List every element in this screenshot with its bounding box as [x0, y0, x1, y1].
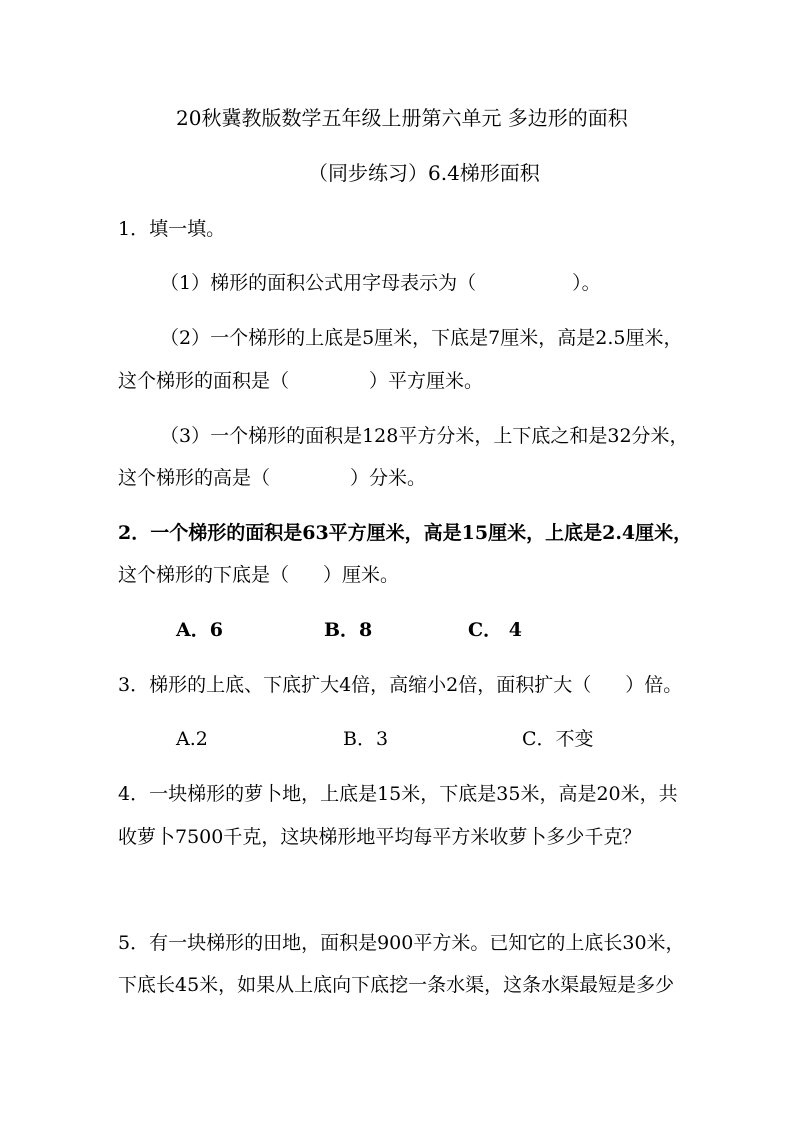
q3-option-c: C．不变 — [522, 728, 594, 750]
q1-part3-line1: （3）一个梯形的面积是128平方分米，上下底之和是32分米， — [160, 425, 689, 447]
q4-line2: 收萝卜7500千克，这块梯形地平均每平方米收萝卜多少千克？ — [118, 826, 642, 848]
q1-part2-text: 这个梯形的面积是（ — [118, 370, 290, 392]
q3-end: ）倍。 — [625, 674, 683, 696]
q1-part1-end: ）。 — [572, 272, 601, 294]
q1-part3-end: ）分米。 — [350, 467, 427, 489]
q1-part1 — [160, 271, 601, 295]
q3-text: 3．梯形的上底、下底扩大4倍，高缩小2倍，面积扩大（ — [118, 674, 592, 696]
q1-part2-line2 — [118, 369, 483, 393]
q3-option-a: A.2 — [176, 728, 208, 750]
q1-part2-end: ）平方厘米。 — [369, 370, 484, 392]
q2-line1: 2．一个梯形的面积是63平方厘米，高是15厘米，上底是2.4厘米， — [118, 522, 693, 544]
q5-line2: 下底长45米，如果从上底向下底挖一条水渠，这条水渠最短是多少 — [118, 974, 675, 996]
q1-part1-text: （1）梯形的面积公式用字母表示为（ — [160, 272, 477, 294]
q2-end: ）厘米。 — [323, 564, 400, 586]
q2-option-a: A．6 — [176, 619, 223, 641]
q3-option-b: B．3 — [343, 728, 389, 750]
title-line-2: （同步练习）6.4梯形面积 — [308, 161, 540, 185]
title-line-1: 20秋冀教版数学五年级上册第六单元 多边形的面积 — [176, 106, 628, 130]
q2-option-b: B．8 — [324, 619, 373, 641]
q1-part3-line2 — [118, 466, 426, 490]
q1-part2-line1: （2）一个梯形的上底是5厘米，下底是7厘米，高是2.5厘米， — [160, 327, 683, 349]
q2-line2 — [118, 563, 399, 587]
q5-line1: 5．有一块梯形的田地，面积是900平方米。已知它的上底长30米， — [118, 932, 685, 954]
q4-line1: 4．一块梯形的萝卜地，上底是15米，下底是35米，高是20米，共 — [118, 783, 678, 805]
q3-line1 — [118, 673, 682, 697]
q2-option-c: C． 4 — [468, 619, 522, 641]
q1-heading: 1．填一填。 — [118, 218, 226, 240]
q2-text: 这个梯形的下底是（ — [118, 564, 290, 586]
q1-part3-text: 这个梯形的高是（ — [118, 467, 271, 489]
